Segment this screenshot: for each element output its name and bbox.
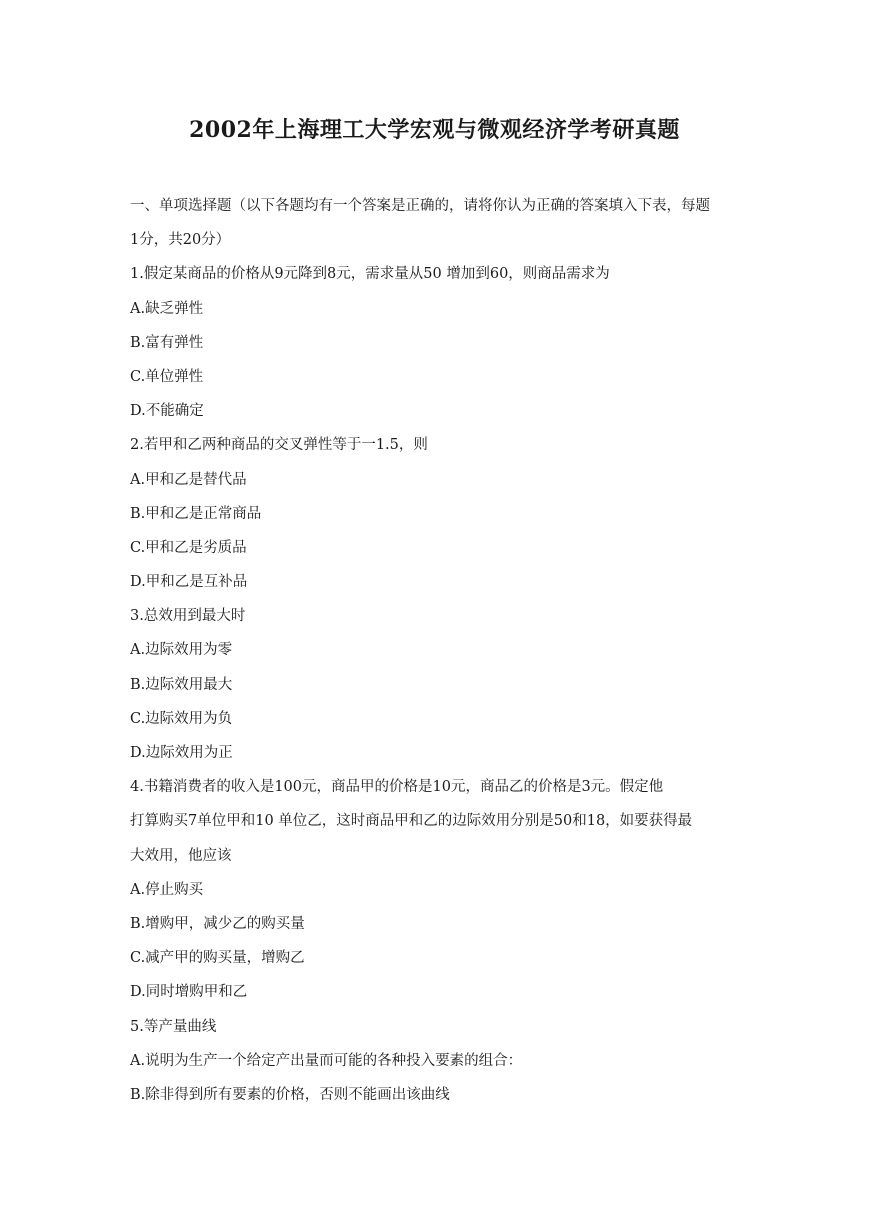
question-4-option-c: C.减产甲的购买量，增购乙: [130, 950, 305, 967]
question-2-option-c: C.甲和乙是劣质品: [130, 539, 247, 556]
question-1: 1.假定某商品的价格从9元降到8元，需求量从50 增加到60，则商品需求为: [130, 266, 610, 283]
document-body: [130, 189, 742, 1112]
question-4-continued-2: 大效用，他应该: [130, 847, 232, 864]
question-2-option-b: B.甲和乙是正常商品: [130, 505, 262, 522]
question-3-option-d: D.边际效用为正: [130, 745, 233, 761]
question-1-option-b: B.富有弹性: [130, 334, 204, 351]
question-2-option-d: D.甲和乙是互补品: [130, 574, 248, 591]
question-4-option-a: A.停止购买: [130, 881, 204, 898]
question-3-option-c: C.边际效用为负: [130, 710, 233, 727]
question-3: 3.总效用到最大时: [130, 608, 246, 625]
question-4-continued: 打算购买7单位甲和10 单位乙，这时商品甲和乙的边际效用分别是50和18，如要获得最: [130, 813, 693, 830]
question-3-option-a: A.边际效用为零: [130, 642, 233, 659]
question-3-option-b: B.边际效用最大: [130, 676, 233, 693]
question-4: 4.书籍消费者的收入是100元，商品甲的价格是10元，商品乙的价格是3元。假定他: [130, 779, 664, 796]
question-5: 5.等产量曲线: [130, 1018, 217, 1035]
section-heading-continued: 1分，共20分）: [130, 232, 231, 249]
question-4-option-b: B.增购甲，减少乙的购买量: [130, 915, 305, 932]
section-heading: 一、单项选择题（以下各题均有一个答案是正确的，请将你认为正确的答案填入下表，每题: [130, 198, 710, 214]
question-2: 2.若甲和乙两种商品的交叉弹性等于一1.5，则: [130, 437, 428, 454]
question-5-option-a: A.说明为生产一个给定产出量而可能的各种投入要素的组合：: [130, 1052, 523, 1069]
question-2-option-a: A.甲和乙是替代品: [130, 471, 247, 488]
question-1-option-c: C.单位弹性: [130, 368, 204, 385]
question-1-option-d: D.不能确定: [130, 403, 204, 420]
question-5-option-b: B.除非得到所有要素的价格，否则不能画出该曲线: [130, 1086, 450, 1103]
question-1-option-a: A.缺乏弹性: [130, 300, 204, 317]
document-title: 2002年上海理工大学宏观与微观经济学考研真题: [189, 117, 680, 143]
question-4-option-d: D.同时增购甲和乙: [130, 984, 248, 1001]
